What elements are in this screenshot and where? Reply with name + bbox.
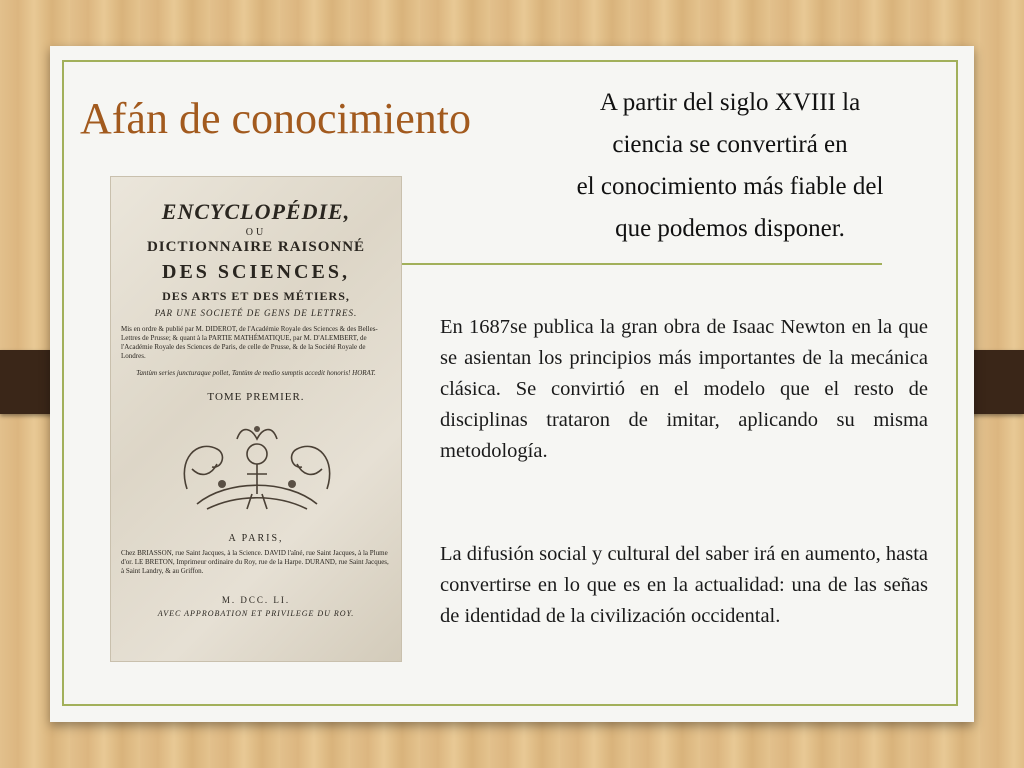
cover-year: M. DCC. LI. bbox=[221, 595, 291, 605]
cover-societe: PAR UNE SOCIETÉ DE GENS DE LETTRES. bbox=[154, 308, 358, 318]
cover-title: ENCYCLOPÉDIE, bbox=[161, 199, 351, 224]
cover-ou: OU bbox=[245, 227, 267, 238]
body-paragraph-newton: En 1687se publica la gran obra de Isaac Newton en la que se asientan los principios más importantes de la mecánica clásica. Se convirtió en el modelo que el resto de disciplinas trataron de imitar, aplicando su misma metodología. bbox=[440, 316, 928, 462]
cover-approval: AVEC APPROBATION ET PRIVILEGE DU ROY. bbox=[157, 609, 355, 618]
slide-title: Afán de conocimiento bbox=[80, 94, 471, 143]
body-paragraph-difusion: La difusión social y cultural del saber irá en aumento, hasta convertirse en lo que es en la actualidad: una de las señas de identidad de la civilización occidental. bbox=[440, 543, 928, 627]
cover-city: A PARIS, bbox=[228, 533, 284, 544]
cover-motto: Tantùm series juncturaque pollet, Tantùm de medio sumptis accedit honoris! HORAT. bbox=[136, 369, 376, 377]
cover-editors: Mis en ordre & publié par M. DIDEROT, de l'Académie Royale des Sciences & des Belles-Lettres de Prusse; & quant à la PARTIE MATHÉMATIQUE, par M. D'ALEMBERT, de l'Académie Royale des Sciences de Paris, de celle de Prusse, & de la Société Royale de Londres. bbox=[121, 325, 378, 360]
subtitle-line: A partir del siglo XVIII la bbox=[599, 89, 861, 116]
cover-vignette-illustration bbox=[167, 409, 347, 519]
cover-dictionnaire: DICTIONNAIRE RAISONNÉ bbox=[146, 239, 366, 255]
cover-tome: TOME PREMIER. bbox=[207, 391, 305, 403]
subtitle-line: que podemos disponer. bbox=[615, 215, 845, 242]
cover-arts: DES ARTS ET DES MÉTIERS, bbox=[162, 289, 350, 303]
cover-publishers: Chez BRIASSON, rue Saint Jacques, à la Science. DAVID l'aîné, rue Saint Jacques, à la Plume d'or. LE BRETON, Imprimeur ordinaire du Roy, rue de la Harpe. DURAND, rue Saint Jacques, à Saint Landry, & au Griffon. bbox=[121, 549, 389, 575]
subtitle-divider bbox=[400, 263, 882, 265]
subtitle-line: ciencia se convertirá en bbox=[612, 131, 848, 158]
encyclopedie-cover-image bbox=[110, 176, 402, 662]
subtitle-line: el conocimiento más fiable del bbox=[576, 173, 884, 200]
slide-paper bbox=[50, 46, 974, 722]
cover-sciences: DES SCIENCES, bbox=[162, 261, 350, 283]
slide-subtitle bbox=[520, 82, 940, 250]
